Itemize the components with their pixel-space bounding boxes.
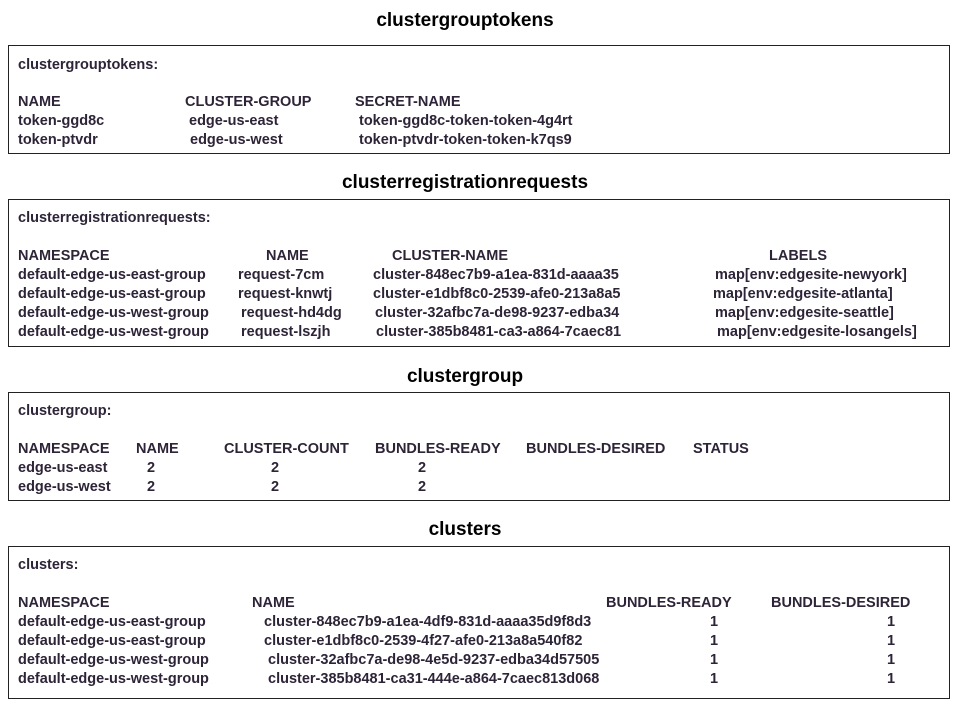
table-cell: cluster-e1dbf8c0-2539-4f27-afe0-213a8a540f82 (264, 633, 583, 649)
table-cell: 1 (887, 652, 896, 668)
panel-label: clusters: (18, 557, 79, 573)
table-cell: cluster-848ec7b9-a1ea-831d-aaaa35 (373, 267, 619, 283)
table-cell: map[env:edgesite-losangels] (717, 324, 917, 340)
table-cell: token-ptvdr-token-token-k7qs9 (359, 132, 572, 148)
table-cell: map[env:edgesite-newyork] (715, 267, 907, 283)
table-cell: default-edge-us-west-group (18, 652, 209, 668)
table-cell: default-edge-us-east-group (18, 267, 206, 283)
section-title-clustergroup: clustergroup (406, 366, 524, 387)
table-cell: cluster-e1dbf8c0-2539-afe0-213a8a5 (373, 286, 621, 302)
table-cell: cluster-385b8481-ca31-444e-a864-7caec813d068 (268, 671, 600, 687)
table-cell: default-edge-us-west-group (18, 305, 209, 321)
table-cell: 2 (147, 460, 156, 476)
table-cell: edge-us-east (189, 113, 279, 129)
column-header-name: NAME (266, 248, 309, 264)
table-cell: edge-us-east (18, 460, 108, 476)
table-cell: 2 (271, 460, 280, 476)
table-cell: map[env:edgesite-seattle] (715, 305, 894, 321)
table-cell: request-knwtj (238, 286, 333, 302)
column-header-labels: LABELS (769, 248, 827, 264)
table-cell: request-lszjh (241, 324, 331, 340)
table-cell: 1 (710, 671, 719, 687)
column-header-status: STATUS (693, 441, 749, 457)
table-cell: 1 (887, 633, 896, 649)
table-cell: request-hd4dg (241, 305, 342, 321)
column-header-secret-name: SECRET-NAME (355, 94, 461, 110)
table-cell: cluster-32afbc7a-de98-4e5d-9237-edba34d57505 (268, 652, 600, 668)
table-cell: cluster-385b8481-ca3-a864-7caec81 (376, 324, 622, 340)
panel-clusterregistrationrequests (8, 199, 950, 347)
table-cell: edge-us-west (190, 132, 283, 148)
panel-clusters (8, 546, 950, 699)
table-cell: 1 (710, 633, 719, 649)
panel-clustergrouptokens (8, 45, 950, 154)
column-header-name: NAME (136, 441, 179, 457)
table-cell: default-edge-us-east-group (18, 614, 206, 630)
column-header-bundles-desired: BUNDLES-DESIRED (526, 441, 666, 457)
column-header-name: NAME (252, 595, 295, 611)
column-header-cluster-group: CLUSTER-GROUP (185, 94, 312, 110)
table-cell: 2 (271, 479, 280, 495)
table-cell: default-edge-us-west-group (18, 671, 209, 687)
column-header-bundles-desired: BUNDLES-DESIRED (771, 595, 911, 611)
table-cell: cluster-32afbc7a-de98-9237-edba34 (375, 305, 620, 321)
table-cell: 1 (710, 652, 719, 668)
table-cell: 2 (418, 460, 427, 476)
section-title-clusterregistrationrequests: clusterregistrationrequests (341, 172, 589, 193)
panel-label: clustergrouptokens: (18, 57, 159, 73)
table-cell: request-7cm (238, 267, 325, 283)
table-cell: 1 (710, 614, 719, 630)
table-cell: edge-us-west (18, 479, 111, 495)
section-title-clusters: clusters (428, 519, 502, 540)
panel-clustergroup (8, 392, 950, 501)
column-header-namespace: NAMESPACE (18, 441, 110, 457)
table-cell: token-ggd8c (18, 113, 105, 129)
column-header-bundles-ready: BUNDLES-READY (375, 441, 501, 457)
table-cell: 2 (147, 479, 156, 495)
table-cell: token-ggd8c-token-token-4g4rt (359, 113, 573, 129)
section-title-clustergrouptokens: clustergrouptokens (376, 10, 554, 31)
table-cell: default-edge-us-east-group (18, 633, 206, 649)
table-cell: map[env:edgesite-atlanta] (713, 286, 893, 302)
panel-label: clusterregistrationrequests: (18, 210, 211, 226)
column-header-bundles-ready: BUNDLES-READY (606, 595, 732, 611)
table-cell: 1 (887, 671, 896, 687)
table-cell: token-ptvdr (18, 132, 98, 148)
column-header-namespace: NAMESPACE (18, 595, 110, 611)
table-cell: 1 (887, 614, 896, 630)
column-header-cluster-name: CLUSTER-NAME (392, 248, 508, 264)
panel-label: clustergroup: (18, 403, 112, 419)
table-cell: default-edge-us-west-group (18, 324, 209, 340)
table-cell: 2 (418, 479, 427, 495)
table-cell: cluster-848ec7b9-a1ea-4df9-831d-aaaa35d9f8d3 (264, 614, 592, 630)
column-header-namespace: NAMESPACE (18, 248, 110, 264)
column-header-cluster-count: CLUSTER-COUNT (224, 441, 349, 457)
table-cell: default-edge-us-east-group (18, 286, 206, 302)
column-header-name: NAME (18, 94, 61, 110)
